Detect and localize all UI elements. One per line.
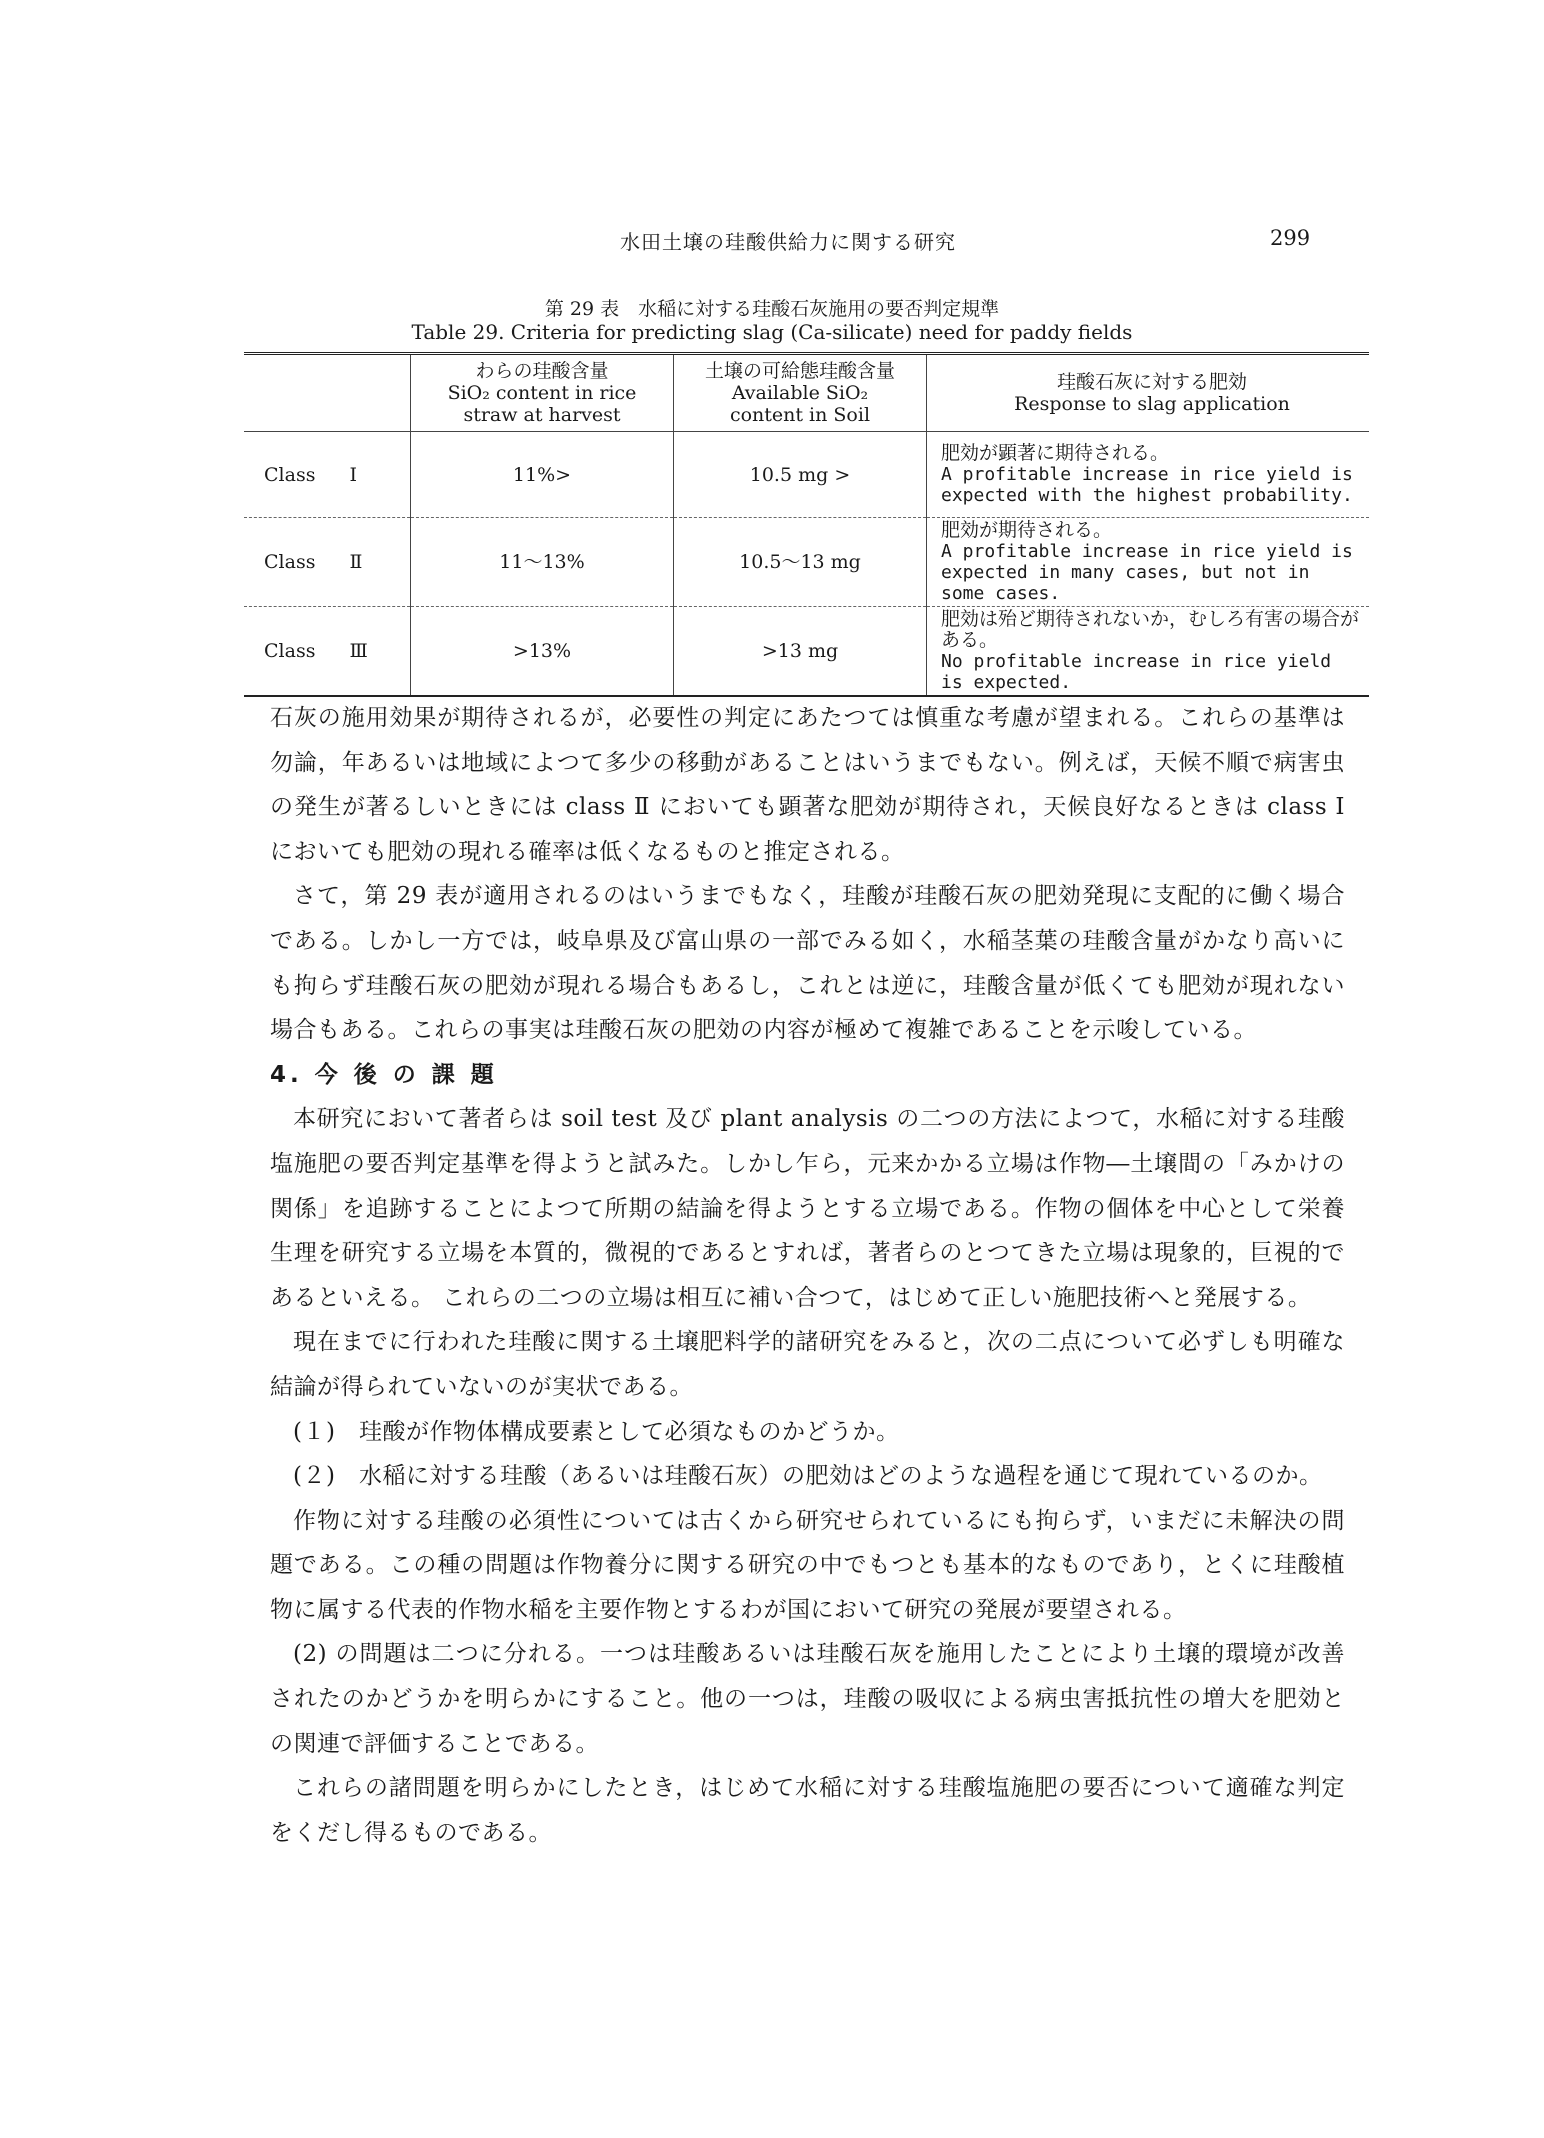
response-ja: 肥効が顕著に期待される。 [941,442,1170,464]
class-label: Class [264,640,316,662]
header-response-ja: 珪酸石灰に対する肥効 [1056,371,1247,393]
straw-cell: 11%> [411,432,674,518]
response-cell [927,607,1370,697]
response-en: A profitable increase in rice yield is expected in many cases, but not in some cases. [941,541,1353,604]
header-straw-ja: わらの珪酸含量 [475,360,609,382]
soil-cell: 10.5 mg > [674,432,927,518]
class-number: Ⅱ [349,551,363,573]
paragraph: 石灰の施用効果が期待されるが，必要性の判定にあたつては慎重な考慮が望まれる。これらの基準は勿論，年あるいは地域によつて多少の移動があることはいうまでもない。例えば，天候不順で病害虫の発生が著るしいときには class Ⅱ においても顕著な肥効が期待され，天候良好なるときは class Ⅰにおいても肥効の現れる確率は低くなるものと推定される。 [270,705,1345,865]
class-number: Ⅲ [349,640,368,662]
body-text [270,696,1345,1855]
header-soil-en1: Available SiO₂ [731,382,869,404]
header-straw [411,354,674,432]
table-row [244,607,1369,697]
response-ja: 肥効が期待される。 [941,519,1113,541]
response-en: No profitable increase in rice yield is expected. [941,651,1332,693]
header-soil-ja: 土壌の可給態珪酸含量 [704,360,895,382]
class-cell [244,518,411,607]
paragraph: 現在までに行われた珪酸に関する土壌肥料学的諸研究をみると，次の二点について必ずしも明確な結論が得られていないのが実状である。 [270,1329,1345,1400]
class-cell [244,432,411,518]
criteria-table [244,352,1369,697]
class-cell [244,607,411,697]
table-header-row [244,354,1369,432]
header-class [244,354,411,432]
response-en: A profitable increase in rice yield is expected with the highest probability. [941,464,1353,506]
class-label: Class [264,551,316,573]
list-item: (２) 水稲に対する珪酸（あるいは珪酸石灰）の肥効はどのような過程を通じて現れているのか。 [293,1463,1323,1490]
header-response-en: Response to slag application [1014,393,1290,415]
paragraph: 本研究において著者らは soil test 及び plant analysis の二つの方法によつて，水稲に対する珪酸塩施肥の要否判定基準を得ようと試みた。しかし乍ら，元来かかる立場は作物―土壌間の「みかけの関係」を追跡することによつて所期の結論を得ようとする立場である。作物の個体を中心として栄養生理を研究する立場を本質的，微視的であるとすれば，著者らのとつてきた立場は現象的，巨視的であるといえる。 これらの二つの立場は相互に補い合つて，はじめて正しい施肥技術へと発展する。 [270,1106,1345,1311]
paragraph: 作物に対する珪酸の必須性については古くから研究せられているにも拘らず，いまだに未解決の問題である。この種の問題は作物養分に関する研究の中でもつとも基本的なものであり，とくに珪酸植物に属する代表的作物水稲を主要作物とするわが国において研究の発展が要望される。 [270,1507,1345,1623]
table-caption-ja: 第 29 表 水稲に対する珪酸石灰施用の要否判定規準 [544,298,1000,320]
response-cell [927,518,1370,607]
paragraph: これらの諸問題を明らかにしたとき，はじめて水稲に対する珪酸塩施肥の要否について適確な判定をくだし得るものである。 [270,1775,1345,1846]
header-straw-en2: straw at harvest [463,404,621,426]
response-cell [927,432,1370,518]
header-soil [674,354,927,432]
table-row [244,518,1369,607]
list-item: (１) 珪酸が作物体構成要素として必須なものかどうか。 [293,1418,900,1445]
table-row [244,432,1369,518]
soil-cell: 10.5～13 mg [674,518,927,607]
paragraph: (2) の問題は二つに分れる。一つは珪酸あるいは珪酸石灰を施用したことにより土壌的環境が改善されたのかどうかを明らかにすること。他の一つは，珪酸の吸収による病虫害抵抗性の増大を肥効との関連で評価することである。 [270,1641,1346,1757]
table-caption-en: Table 29. Criteria for predicting slag (Ca-silicate) need for paddy fields [411,320,1133,344]
header-soil-en2: content in Soil [729,404,871,426]
straw-cell: 11～13% [411,518,674,607]
class-number: Ⅰ [349,463,357,486]
header-response [927,354,1370,432]
page-number: 299 [1270,226,1311,250]
paragraph: さて，第 29 表が適用されるのはいうまでもなく，珪酸が珪酸石灰の肥効発現に支配的に働く場合である。しかし一方では，岐阜県及び富山県の一部でみる如く，水稲茎葉の珪酸含量がかなり高いにも拘らず珪酸石灰の肥効が現れる場合もあるし，これとは逆に，珪酸含量が低くても肥効が現れない場合もある。これらの事実は珪酸石灰の肥効の内容が極めて複雑であることを示唆している。 [270,883,1345,1044]
section-heading: 4. 今 後 の 課 題 [270,1061,498,1088]
response-ja: 肥効は殆ど期待されないか，むしろ有害の場合がある。 [941,608,1360,651]
class-label: Class [264,463,316,486]
soil-cell: >13 mg [674,607,927,697]
running-head-title: 水田土壌の珪酸供給力に関する研究 [620,230,956,254]
header-straw-en1: SiO₂ content in rice [447,382,637,404]
straw-cell: >13% [411,607,674,697]
